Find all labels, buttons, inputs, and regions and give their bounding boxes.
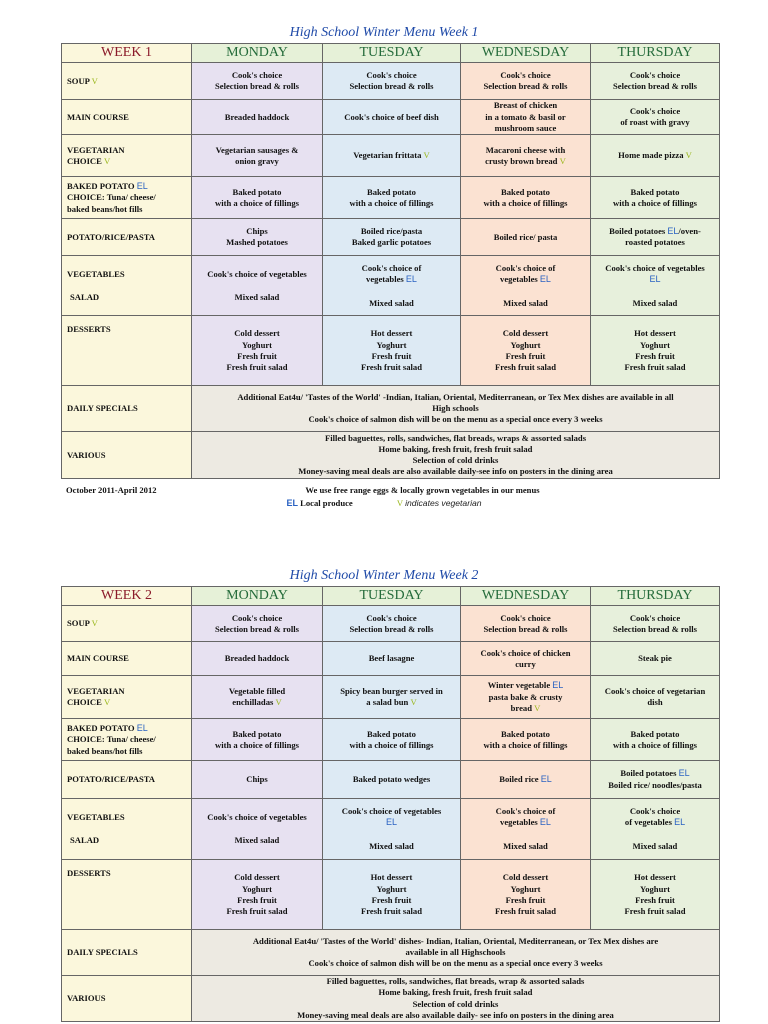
week2-veg-wednesday: Winter vegetable EL pasta bake & crusty bread V: [461, 676, 591, 719]
week1-veg-thursday: Home made pizza V: [591, 135, 720, 177]
week2-dessert-wednesday: Cold dessert Yoghurt Fresh fruit Fresh fruit salad: [461, 860, 591, 930]
week2-veg-monday: Vegetable filled enchilladas V: [192, 676, 323, 719]
week1-dessert-monday: Cold dessert Yoghurt Fresh fruit Fresh fruit salad: [192, 316, 323, 386]
row-label-soup: SOUP V: [62, 606, 192, 642]
week1-potato-tuesday: Boiled rice/pasta Baked garlic potatoes: [323, 219, 461, 256]
legend-vegetarian: indicates vegetarian: [405, 498, 482, 508]
week2-potato-monday: Chips: [192, 761, 323, 799]
week2-row-potato: [62, 761, 720, 799]
week1-veg-wednesday: Macaroni cheese with crusty brown bread V: [461, 135, 591, 177]
row-label-daily-specials: DAILY SPECIALS: [62, 386, 192, 432]
week2-baked-thursday: Baked potato with a choice of fillings: [591, 719, 720, 761]
week1-dessert-tuesday: Hot dessert Yoghurt Fresh fruit Fresh fruit salad: [323, 316, 461, 386]
week1-baked-tuesday: Baked potato with a choice of fillings: [323, 177, 461, 219]
row-label-main-course: MAIN COURSE: [62, 642, 192, 676]
row-label-various: VARIOUS: [62, 432, 192, 479]
week1-main-tuesday: Cook's choice of beef dish: [323, 100, 461, 135]
vegetarian-mark: V: [91, 618, 98, 629]
week2-row-various: [62, 976, 720, 1022]
row-label-desserts: DESSERTS: [62, 860, 192, 930]
week1-row-baked-potato: [62, 177, 720, 219]
week1-header-thursday: THURSDAY: [591, 44, 720, 63]
vegetarian-mark: V: [410, 697, 417, 708]
week1-main-monday: Breaded haddock: [192, 100, 323, 135]
week2-row-vegetarian: [62, 676, 720, 719]
week1-veg-tuesday: Vegetarian frittata V: [323, 135, 461, 177]
week2-dessert-thursday: Hot dessert Yoghurt Fresh fruit Fresh fruit salad: [591, 860, 720, 930]
local-produce-mark: EL: [136, 722, 148, 733]
week1-vegsalad-thursday: Cook's choice of vegetables EL Mixed salad: [591, 256, 720, 316]
week2-row-soup: [62, 606, 720, 642]
row-label-potato-rice-pasta: POTATO/RICE/PASTA: [62, 219, 192, 256]
week2-baked-monday: Baked potato with a choice of fillings: [192, 719, 323, 761]
menu-period: October 2011-April 2012: [66, 485, 157, 495]
week1-daily-specials-text: Additional Eat4u/ 'Tastes of the World' -Indian, Italian, Oriental, Mediterranean, or Tex Mex dishes are available in all High schools Cook's choice of salmon dish will be on the menu as a special once every 3 weeks: [192, 386, 720, 432]
local-produce-mark: EL: [385, 817, 397, 828]
week2-vegsalad-wednesday: Cook's choice of vegetables EL Mixed salad: [461, 799, 591, 860]
week2-potato-wednesday: Boiled rice EL: [461, 761, 591, 799]
week1-row-soup: [62, 63, 720, 100]
week2-row-desserts: [62, 860, 720, 930]
week1-soup-thursday: Cook's choice Selection bread & rolls: [591, 63, 720, 100]
week2-vegsalad-thursday: Cook's choice of vegetables EL Mixed salad: [591, 799, 720, 860]
week1-dessert-wednesday: Cold dessert Yoghurt Fresh fruit Fresh fruit salad: [461, 316, 591, 386]
week2-row-baked-potato: [62, 719, 720, 761]
local-produce-mark: EL: [674, 817, 686, 828]
week1-week-label: WEEK 1: [62, 44, 192, 63]
vegetarian-mark: V: [396, 498, 403, 508]
week1-header-monday: MONDAY: [192, 44, 323, 63]
local-produce-mark: EL: [540, 773, 552, 784]
week1-baked-wednesday: Baked potato with a choice of fillings: [461, 177, 591, 219]
week1-vegsalad-tuesday: Cook's choice of vegetables EL Mixed salad: [323, 256, 461, 316]
local-produce-mark: EL: [678, 768, 690, 779]
vegetarian-mark: V: [275, 697, 282, 708]
week1-main-thursday: Cook's choice of roast with gravy: [591, 100, 720, 135]
week1-soup-monday: Cook's choice Selection bread & rolls: [192, 63, 323, 100]
week2-baked-tuesday: Baked potato with a choice of fillings: [323, 719, 461, 761]
week2-soup-thursday: Cook's choice Selection bread & rolls: [591, 606, 720, 642]
week1-potato-monday: Chips Mashed potatoes: [192, 219, 323, 256]
week2-main-monday: Breaded haddock: [192, 642, 323, 676]
week1-menu-table: [61, 43, 720, 479]
week1-various-text: Filled baguettes, rolls, sandwiches, flat breads, wraps & assorted salads Home baking, fresh fruit, fresh fruit salad Selection of cold drinks Money-saving meal deals are also available daily-see info on posters in the dining area: [192, 432, 720, 479]
week2-main-thursday: Steak pie: [591, 642, 720, 676]
row-label-vegetarian: VEGETARIAN CHOICE V: [62, 135, 192, 177]
vegetarian-mark: V: [104, 697, 111, 708]
week1-dessert-thursday: Hot dessert Yoghurt Fresh fruit Fresh fruit salad: [591, 316, 720, 386]
row-label-vegetables-salad: VEGETABLES SALAD: [62, 256, 192, 316]
week1-soup-tuesday: Cook's choice Selection bread & rolls: [323, 63, 461, 100]
week2-header-tuesday: TUESDAY: [323, 587, 461, 606]
week2-header-wednesday: WEDNESDAY: [461, 587, 591, 606]
vegetarian-mark: V: [534, 703, 541, 714]
week2-dessert-tuesday: Hot dessert Yoghurt Fresh fruit Fresh fruit salad: [323, 860, 461, 930]
legend-local-produce: Local produce: [300, 498, 353, 508]
local-produce-mark: EL: [405, 273, 417, 284]
week1-row-potato: [62, 219, 720, 256]
week2-various-text: Filled baguettes, rolls, sandwiches, flat breads, wrap & assorted salads Home baking, fresh fruit, fresh fruit salad Selection of cold drinks Money-saving meal deals are also available daily- see info on posters in the dining area: [192, 976, 720, 1022]
week1-title: High School Winter Menu Week 1: [289, 25, 479, 40]
week1-vegsalad-monday: Cook's choice of vegetables Mixed salad: [192, 256, 323, 316]
week1-row-daily-specials: [62, 386, 720, 432]
week2-potato-tuesday: Baked potato wedges: [323, 761, 461, 799]
week1-row-vegetables-salad: [62, 256, 720, 316]
week1-row-main: [62, 100, 720, 135]
vegetarian-mark: V: [91, 75, 98, 86]
week1-header-wednesday: WEDNESDAY: [461, 44, 591, 63]
free-range-note: We use free range eggs & locally grown vegetables in our menus: [305, 485, 540, 495]
week1-header-tuesday: TUESDAY: [323, 44, 461, 63]
local-produce-mark: EL: [539, 817, 551, 828]
row-label-vegetables-salad: VEGETABLES SALAD: [62, 799, 192, 860]
row-label-desserts: DESSERTS: [62, 316, 192, 386]
week1-row-vegetarian: [62, 135, 720, 177]
row-label-various: VARIOUS: [62, 976, 192, 1022]
week1-potato-wednesday: Boiled rice/ pasta: [461, 219, 591, 256]
row-label-main-course: MAIN COURSE: [62, 100, 192, 135]
week2-main-tuesday: Beef lasagne: [323, 642, 461, 676]
week2-soup-wednesday: Cook's choice Selection bread & rolls: [461, 606, 591, 642]
local-produce-mark: EL: [667, 225, 679, 236]
row-label-baked-potato: BAKED POTATO EL CHOICE: Tuna/ cheese/ baked beans/hot fills: [62, 719, 192, 761]
week2-veg-thursday: Cook's choice of vegetarian dish: [591, 676, 720, 719]
row-label-soup: SOUP V: [62, 63, 192, 100]
week2-header-monday: MONDAY: [192, 587, 323, 606]
row-label-potato-rice-pasta: POTATO/RICE/PASTA: [62, 761, 192, 799]
week1-soup-wednesday: Cook's choice Selection bread & rolls: [461, 63, 591, 100]
week1-main-wednesday: Breast of chicken in a tomato & basil or mushroom sauce: [461, 100, 591, 135]
week2-potato-thursday: Boiled potatoes EL Boiled rice/ noodles/pasta: [591, 761, 720, 799]
week2-soup-monday: Cook's choice Selection bread & rolls: [192, 606, 323, 642]
legend: [0, 498, 768, 508]
week2-dessert-monday: Cold dessert Yoghurt Fresh fruit Fresh fruit salad: [192, 860, 323, 930]
week2-title: High School Winter Menu Week 2: [289, 568, 479, 583]
week2-main-wednesday: Cook's choice of chicken curry: [461, 642, 591, 676]
week1-vegsalad-wednesday: Cook's choice of vegetables EL Mixed salad: [461, 256, 591, 316]
local-produce-mark: EL: [539, 273, 551, 284]
week2-baked-wednesday: Baked potato with a choice of fillings: [461, 719, 591, 761]
week1-baked-monday: Baked potato with a choice of fillings: [192, 177, 323, 219]
week1-row-various: [62, 432, 720, 479]
week2-row-vegetables-salad: [62, 799, 720, 860]
week2-menu-table: [61, 586, 720, 1022]
week2-row-daily-specials: [62, 930, 720, 976]
row-label-baked-potato: BAKED POTATO EL CHOICE: Tuna/ cheese/ baked beans/hot fills: [62, 177, 192, 219]
row-label-daily-specials: DAILY SPECIALS: [62, 930, 192, 976]
local-produce-mark: EL: [286, 498, 298, 508]
week2-vegsalad-tuesday: Cook's choice of vegetables EL Mixed salad: [323, 799, 461, 860]
week2-vegsalad-monday: Cook's choice of vegetables Mixed salad: [192, 799, 323, 860]
week2-soup-tuesday: Cook's choice Selection bread & rolls: [323, 606, 461, 642]
local-produce-mark: EL: [552, 680, 564, 691]
week2-row-main: [62, 642, 720, 676]
vegetarian-mark: V: [559, 155, 566, 166]
week1-potato-thursday: Boiled potatoes EL/oven- roasted potatoes: [591, 219, 720, 256]
week2-daily-specials-text: Additional Eat4u/ 'Tastes of the World' dishes- Indian, Italian, Oriental, Mediterranean, or Tex Mex dishes are available in all Highschools Cook's choice of salmon dish will be on the menu as a special once every 3 weeks: [192, 930, 720, 976]
week2-veg-tuesday: Spicy bean burger served in a salad bun V: [323, 676, 461, 719]
local-produce-mark: EL: [136, 180, 148, 191]
row-label-vegetarian: VEGETARIAN CHOICE V: [62, 676, 192, 719]
week1-row-desserts: [62, 316, 720, 386]
vegetarian-mark: V: [685, 150, 692, 161]
vegetarian-mark: V: [423, 150, 430, 161]
vegetarian-mark: V: [104, 155, 111, 166]
week1-veg-monday: Vegetarian sausages & onion gravy: [192, 135, 323, 177]
week2-header-thursday: THURSDAY: [591, 587, 720, 606]
week2-week-label: WEEK 2: [62, 587, 192, 606]
local-produce-mark: EL: [649, 273, 661, 284]
week1-baked-thursday: Baked potato with a choice of fillings: [591, 177, 720, 219]
